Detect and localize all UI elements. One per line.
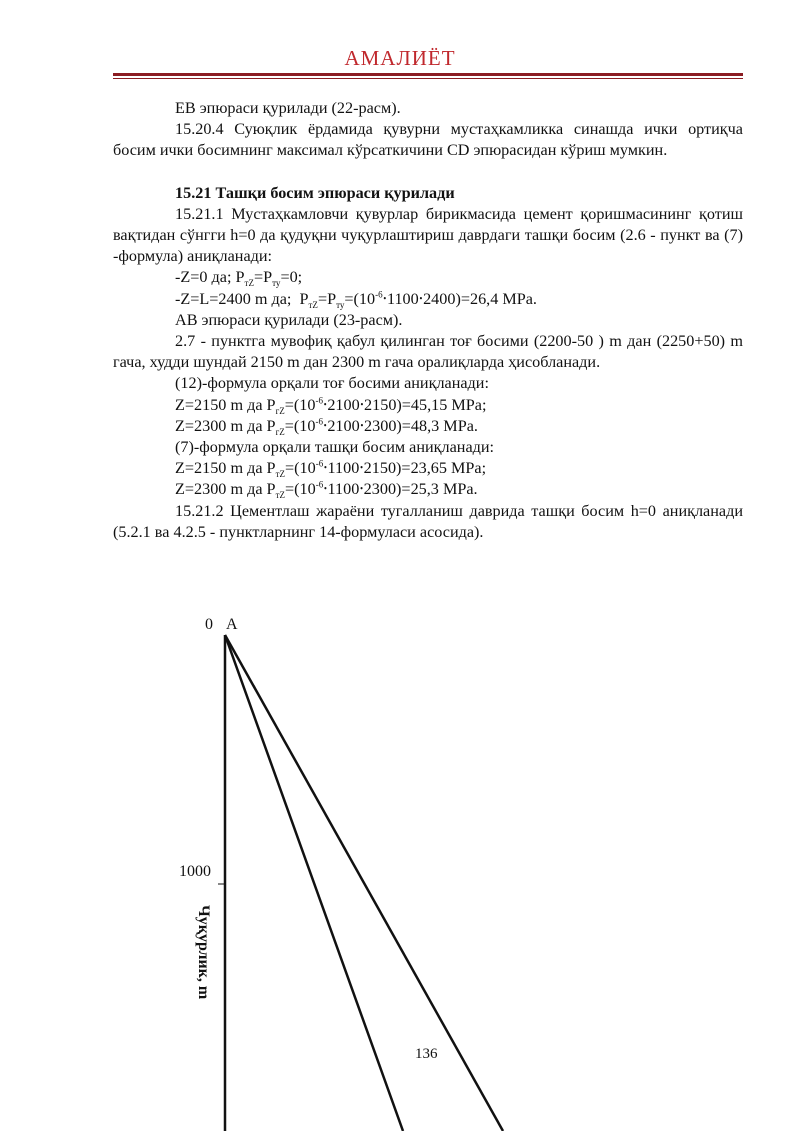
- page-number: 136: [415, 1046, 438, 1062]
- body-text: [113, 98, 743, 543]
- paragraph: 2.7 - пунктга мувофиқ қабул қилинган тоғ босими (2200-50 ) m дан (2250+50) m гача, худди шундай 2150 m дан 2300 m гача оралиқларда ҳисобланади.: [113, 332, 743, 372]
- paragraph: (7)-формула орқали ташқи босим аниқланади:: [175, 438, 495, 457]
- header-rule-thin: [113, 78, 743, 79]
- paragraph: Z=2300 m да $P_{тZ}=(10^{-6}⸱1100⸱2300)=25,3$ MPa.: [175, 480, 478, 501]
- paragraph: 15.21.2 Цементлаш жараёни тугалланиш даврида ташқи босим h=0 аниқланади (5.2.1 ва 4.2.5 - пунктларнинг 14-формуласи асосида).: [113, 501, 743, 541]
- paragraph: (12)-формула орқали тоғ босими аниқланади:: [175, 374, 489, 393]
- paragraph: 15.21.1 Мустаҳкамловчи қувурлар бирикмасида цемент қоришмасининг қотиш вақтидан сўнгги h=0 да қудуқни чуқурлаштириш даврдаги ташқи босим (2.6 - пункт ва (7) -формула) аниқланади:: [113, 204, 743, 266]
- section-heading: 15.21 Ташқи босим эпюраси қурилади: [175, 183, 455, 202]
- header-rule-thick: [113, 73, 743, 76]
- depth-axis-label: Чуқурлик, m: [195, 905, 212, 1000]
- origin-label: 0: [205, 616, 213, 633]
- paragraph: AB эпюраси қурилади (23-расм).: [175, 310, 403, 329]
- pressure-diagram: [0, 600, 800, 1131]
- paragraph: Z=2150 m да $P_{тZ}=(10^{-6}⸱1100⸱2150)=23,65$ MPa;: [175, 458, 487, 480]
- paragraph: 15.20.4 Суюқлик ёрдамида қувурни мустаҳкамликка синашда ички ортиқча босим ички босимнинг максимал кўрсаткичини CD эпюрасидан кўриш мумкин.: [113, 120, 743, 160]
- paragraph: EB эпюраси қурилади (22-расм).: [175, 99, 401, 117]
- point-a-label: A: [226, 616, 238, 633]
- pressure-line-2: [225, 635, 503, 1131]
- paragraph: -Z=L=2400 m да; $P_{тZ}=P_{ту}=(10^{-6}⸱1100⸱2400)=26,4$ MPa.: [175, 289, 537, 310]
- page-header-title: АМАЛИЁТ: [344, 46, 456, 70]
- pressure-line-1: [225, 635, 403, 1131]
- tick-1000-label: 1000: [179, 863, 211, 880]
- paragraph: -Z=0 да; $P_{тZ}=P_{ту}=0$;: [175, 268, 303, 289]
- paragraph: Z=2300 m да $P_{гZ}=(10^{-6}⸱2100⸱2300)=48,3$ MPa.: [175, 416, 478, 438]
- paragraph: Z=2150 m да $P_{гZ}=(10^{-6}⸱2100⸱2150)=45,15$ MPa;: [175, 395, 487, 416]
